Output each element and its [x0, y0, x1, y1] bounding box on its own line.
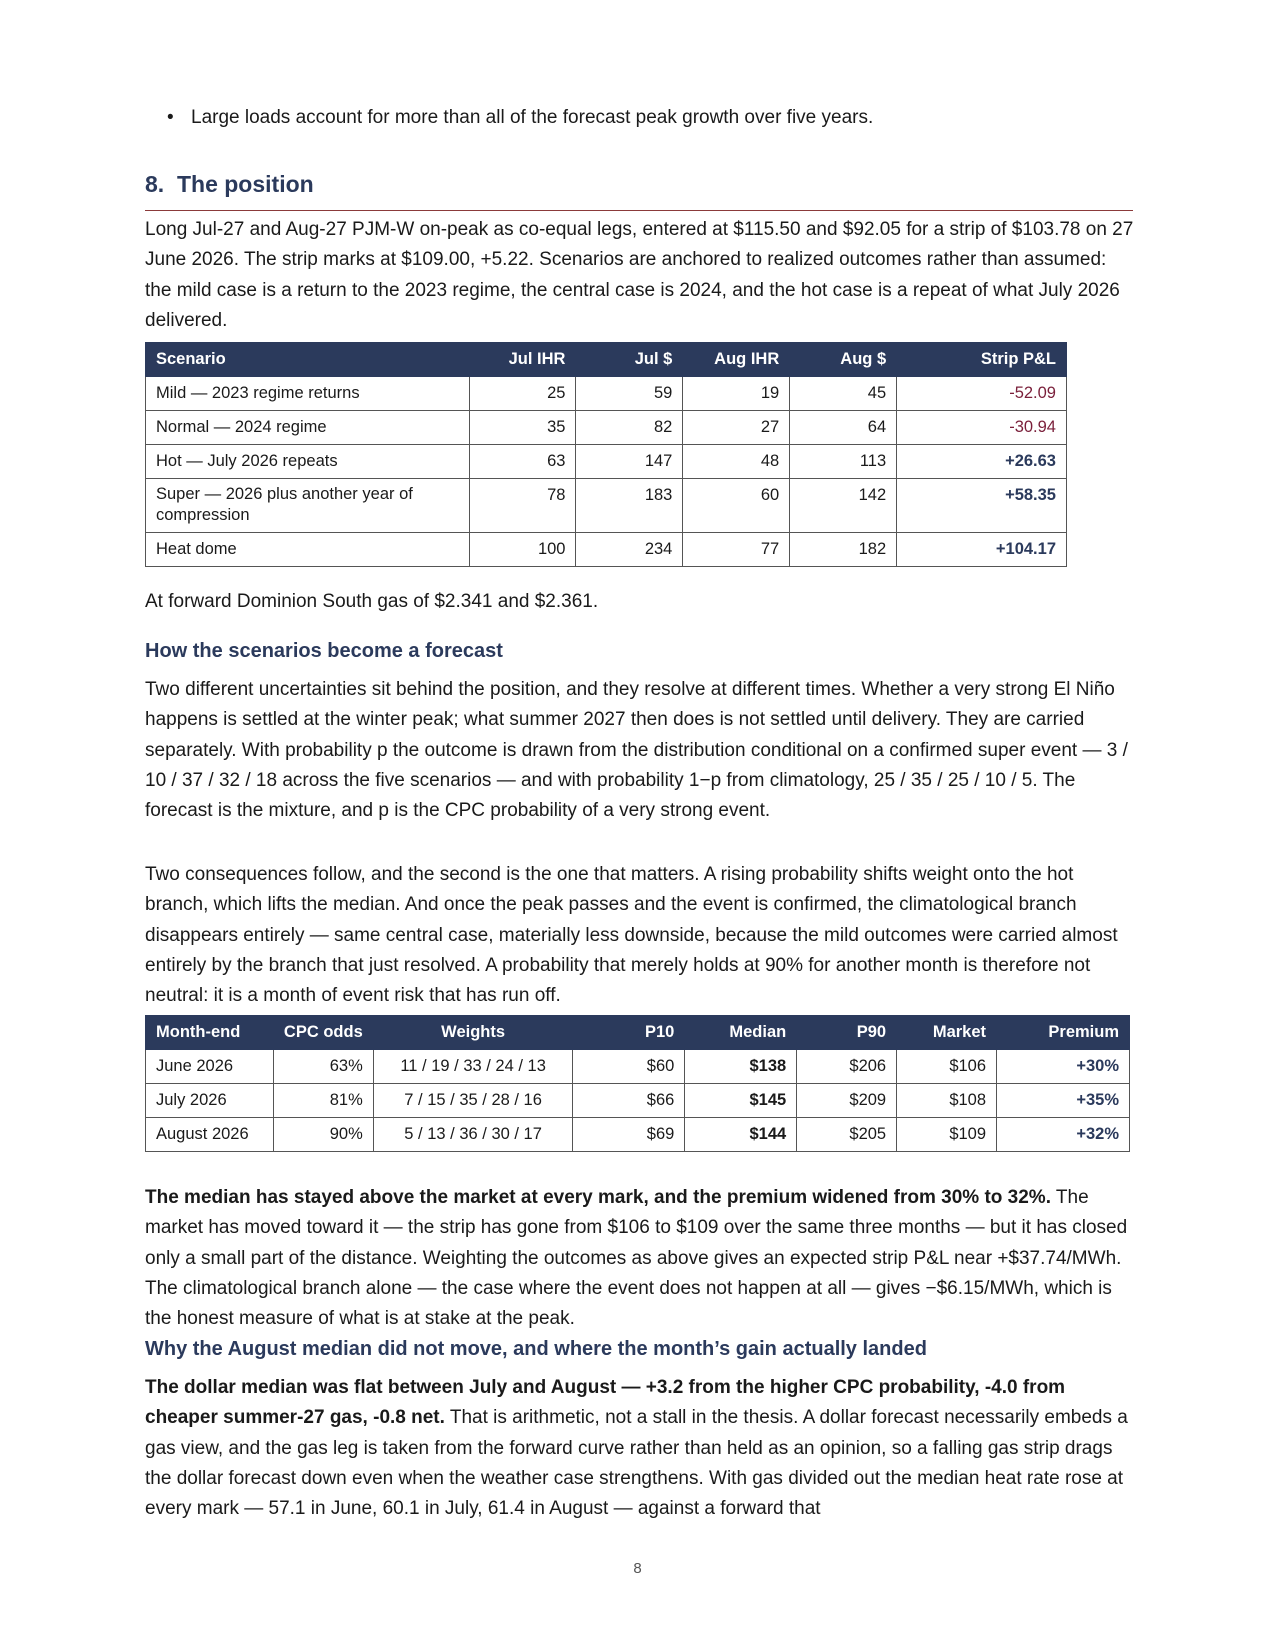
cell-median: $138: [685, 1050, 797, 1084]
col-header-p90: P90: [797, 1016, 897, 1050]
paragraph-body: That is arithmetic, not a stall in the thesis. A dollar forecast necessarily embeds a gas view, and the gas leg is taken from the forward curve rather than held as an opinion, so a falling gas strip drags the dollar forecast down even when the weather case strengthens. With gas divided out the median heat rate rose at every mark — 57.1 in June, 60.1 in July, 61.4 in August — against a forward that: [145, 1407, 1128, 1520]
paragraph-body: The market has moved toward it — the strip has gone from $106 to $109 over the same three months — but it has closed only a small part of the distance. Weighting the outcomes as above gives an expected strip P&L near +$37.74/MWh. The climatological branch alone — the case where the event does not happen at all — gives −$6.15/MWh, which is the honest measure of what is at stake at the peak.: [145, 1187, 1128, 1330]
cell-premium: +32%: [997, 1118, 1130, 1152]
cell-value: 45: [790, 377, 897, 411]
paragraph-text: Long Jul-27 and Aug-27 PJM-W on-peak as co-equal legs, entered at $115.50 and $92.05 for a strip of $103.78 on 27 June 2026. The strip marks at $109.00, +5.22. Scenarios are anchored to realized outcomes rather than assumed: the mild case is a return to the 2023 regime, the central case is 2024, and the hot case is a repeat of what July 2026 delivered.: [145, 219, 1134, 331]
section-heading: [145, 171, 314, 198]
bullet-dot-icon: •: [167, 107, 174, 128]
cell-value: 183: [576, 479, 683, 533]
cell-value: 25: [469, 377, 576, 411]
table-note: At forward Dominion South gas of $2.341 and $2.361.: [145, 591, 599, 612]
table-row: [146, 445, 1067, 479]
col-header-aug-dollar: Aug $: [790, 343, 897, 377]
cell-value: $209: [797, 1084, 897, 1118]
col-header-aug-ihr: Aug IHR: [683, 343, 790, 377]
cell-value: $69: [573, 1118, 685, 1152]
paragraph-position: [145, 215, 1137, 336]
cell-value: $206: [797, 1050, 897, 1084]
table-header-row: [146, 343, 1067, 377]
cell-value: 64: [790, 411, 897, 445]
cell-value: 100: [469, 533, 576, 567]
paragraph-dollar-median: [145, 1373, 1137, 1524]
cell-weights: 7 / 15 / 35 / 28 / 16: [373, 1084, 573, 1118]
cell-value: 59: [576, 377, 683, 411]
scenario-table: [145, 342, 1067, 567]
section-title: The position: [176, 171, 314, 197]
col-header-strip-pnl: Strip P&L: [897, 343, 1067, 377]
table-row: [146, 377, 1067, 411]
subheading-forecast: How the scenarios become a forecast: [145, 640, 503, 662]
col-header-p10: P10: [573, 1016, 685, 1050]
cell-value: 77: [683, 533, 790, 567]
cell-scenario: Heat dome: [146, 533, 470, 567]
cell-strip-pnl: -30.94: [897, 411, 1067, 445]
col-header-premium: Premium: [997, 1016, 1130, 1050]
heading-rule: [145, 210, 1133, 211]
cell-strip-pnl: +58.35: [897, 479, 1067, 533]
cell-value: $109: [897, 1118, 997, 1152]
paragraph-consequences: [145, 860, 1137, 1011]
cell-value: 19: [683, 377, 790, 411]
cell-scenario: Mild — 2023 regime returns: [146, 377, 470, 411]
cell-median: $144: [685, 1118, 797, 1152]
cell-value: $106: [897, 1050, 997, 1084]
table-row: [146, 1118, 1130, 1152]
cell-value: 234: [576, 533, 683, 567]
subheading-august: Why the August median did not move, and where the month’s gain actually landed: [145, 1338, 927, 1360]
col-header-market: Market: [897, 1016, 997, 1050]
cell-premium: +30%: [997, 1050, 1130, 1084]
cell-value: 48: [683, 445, 790, 479]
cell-value: $66: [573, 1084, 685, 1118]
paragraph-lead: The median has stayed above the market at every mark, and the premium widened from 30% to 32%.: [145, 1187, 1051, 1208]
cell-value: 27: [683, 411, 790, 445]
col-header-weights: Weights: [373, 1016, 573, 1050]
cell-value: 81%: [273, 1084, 373, 1118]
table-header-row: [146, 1016, 1130, 1050]
cell-value: 142: [790, 479, 897, 533]
table-row: [146, 533, 1067, 567]
cell-value: 113: [790, 445, 897, 479]
paragraph-uncertainties: [145, 675, 1137, 826]
page-number: 8: [633, 1560, 642, 1577]
cell-premium: +35%: [997, 1084, 1130, 1118]
section-number: 8.: [145, 171, 165, 197]
col-header-cpc-odds: CPC odds: [273, 1016, 373, 1050]
cell-value: $205: [797, 1118, 897, 1152]
paragraph-text: Two consequences follow, and the second is the one that matters. A rising probability shifts weight onto the hot branch, which lifts the median. And once the peak passes and the event is confirmed, the climatological branch disappears entirely — same central case, materially less downside, because the mild outcomes were carried almost entirely by the branch that just resolved. A probability that merely holds at 90% for another month is therefore not neutral: it is a month of event risk that has run off.: [145, 864, 1118, 1007]
cell-scenario: Normal — 2024 regime: [146, 411, 470, 445]
cell-month: July 2026: [146, 1084, 274, 1118]
cell-scenario: Super — 2026 plus another year of compression: [146, 479, 470, 533]
table-row: [146, 1084, 1130, 1118]
cell-median: $145: [685, 1084, 797, 1118]
col-header-jul-ihr: Jul IHR: [469, 343, 576, 377]
cell-weights: 5 / 13 / 36 / 30 / 17: [373, 1118, 573, 1152]
paragraph-text: [145, 1183, 1137, 1334]
cell-value: 63%: [273, 1050, 373, 1084]
cell-value: 78: [469, 479, 576, 533]
paragraph-median: [145, 1183, 1137, 1334]
cell-strip-pnl: +104.17: [897, 533, 1067, 567]
cell-month: August 2026: [146, 1118, 274, 1152]
cell-strip-pnl: +26.63: [897, 445, 1067, 479]
forecast-table: [145, 1015, 1130, 1152]
paragraph-lead: The dollar median was flat between July and August — +3.2 from the higher CPC probability, -4.0 from cheaper summer-27 gas, -0.8 net.: [145, 1377, 1066, 1429]
cell-value: $108: [897, 1084, 997, 1118]
table-row: [146, 1050, 1130, 1084]
cell-value: 182: [790, 533, 897, 567]
cell-value: $60: [573, 1050, 685, 1084]
bullet-text: Large loads account for more than all of the forecast peak growth over five years.: [191, 107, 874, 128]
table-row: [146, 411, 1067, 445]
cell-value: 63: [469, 445, 576, 479]
paragraph-text: [145, 1373, 1137, 1524]
col-header-scenario: Scenario: [146, 343, 470, 377]
cell-weights: 11 / 19 / 33 / 24 / 13: [373, 1050, 573, 1084]
paragraph-text: Two different uncertainties sit behind the position, and they resolve at different times. Whether a very strong El Niño happens is settled at the winter peak; what summer 2027 then does is not settled until delivery. They are carried separately. With probability p the outcome is drawn from the distribution conditional on a confirmed super event — 3 / 10 / 37 / 32 / 18 across the five scenarios — and with probability 1−p from climatology, 25 / 35 / 25 / 10 / 5. The forecast is the mixture, and p is the CPC probability of a very strong event.: [145, 679, 1128, 822]
col-header-jul-dollar: Jul $: [576, 343, 683, 377]
cell-value: 147: [576, 445, 683, 479]
cell-scenario: Hot — July 2026 repeats: [146, 445, 470, 479]
col-header-median: Median: [685, 1016, 797, 1050]
cell-value: 90%: [273, 1118, 373, 1152]
cell-value: 82: [576, 411, 683, 445]
cell-value: 35: [469, 411, 576, 445]
cell-strip-pnl: -52.09: [897, 377, 1067, 411]
col-header-month-end: Month-end: [146, 1016, 274, 1050]
cell-value: 60: [683, 479, 790, 533]
cell-month: June 2026: [146, 1050, 274, 1084]
table-row: [146, 479, 1067, 533]
